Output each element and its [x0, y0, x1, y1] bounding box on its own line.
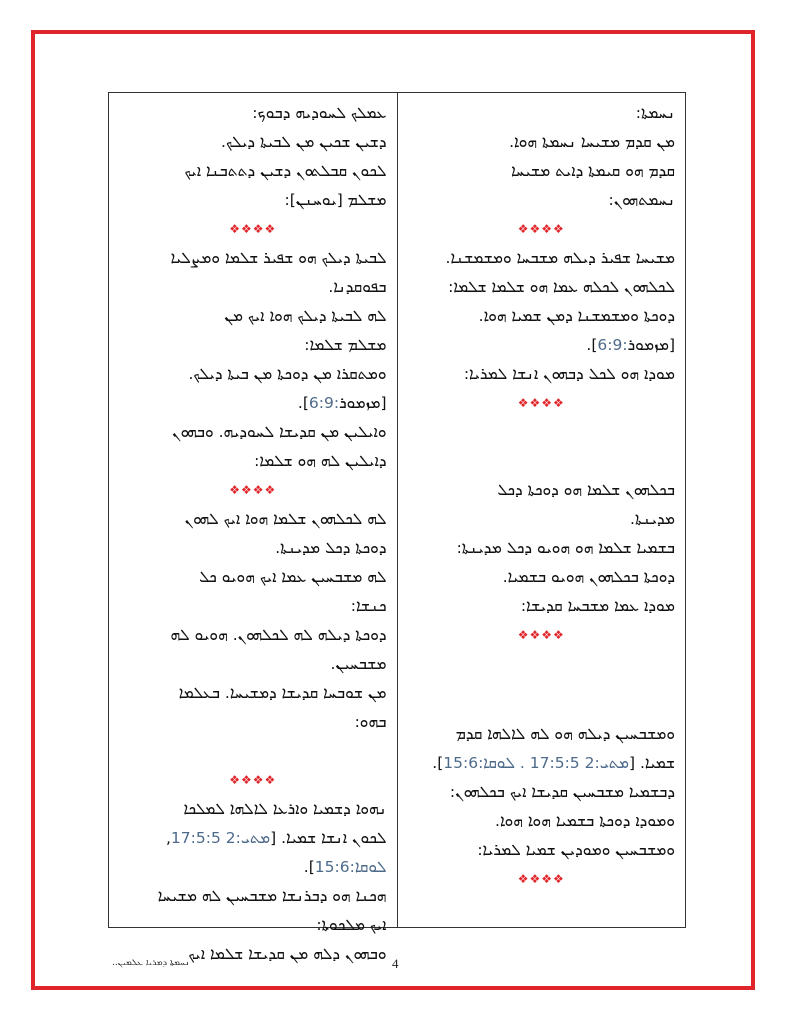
scripture-reference: :6:9	[597, 336, 628, 354]
verse-line: ܢܗܘܐ ܕܫܡܝܐ ܘܐܪܥܐ ܠܐܠܗܐ ܠܡܠܟܐ	[183, 800, 387, 818]
verse-line: ܡܫܝܚܐ ܫܦܝܪ ܕܝܠܗ ܡܫܒܚܐ ܘܡܫܡܫܢܐ.	[445, 249, 675, 267]
stanza-divider: ❖❖❖❖	[229, 222, 277, 236]
verse-line: ܕܘܟܬܐ ܕܟܠ ܡܕܝܢܬܐ.	[275, 539, 387, 557]
verse-line: ܘܡܘܕܐ ܕܘܟܬܐ ܒܫܡܝܐ ܗܘܐ ܗܘܐ.	[495, 812, 675, 830]
verse-line: ܕܘܟܬܐ ܒܟܠܗܘܢ ܗܘܝܘ ܒܫܡܝܐ.	[502, 568, 675, 586]
verse-line: ܠܟܘܢ ܩܒܠܬܘܢ ܕܫܝܢ ܕܬܬܒܢܐ ܐܝܟ	[184, 162, 387, 180]
scripture-reference: ܠܘܩܐ:15:6	[314, 858, 387, 876]
verse-text: ].	[586, 336, 598, 354]
right-column	[398, 93, 686, 927]
stanza-divider: ❖❖❖❖	[517, 628, 565, 642]
scripture-reference: :6:9	[308, 394, 340, 412]
blank-line	[408, 418, 676, 447]
verse-line: ܡܫܠܡ ܫܠܡܐ:	[304, 336, 387, 354]
verse-line: ܘܐܝܠܝܢ ܡܢ ܩܕܝܫܐ ܠܚܘܕܝܗ. ܘܒܗܘܢ	[172, 423, 387, 441]
verse-line: ܩܕܡ ܗܘ ܩܝܡܬܐ ܕܐܝܬ ܡܫܝܚܐ	[511, 162, 675, 180]
verse-line: ܕܫܝܢ ܫܟܝܢ ܡܢ ܠܒܝܬܐ ܕܝܠܟ.	[221, 133, 387, 151]
verse-line-with-reference	[408, 749, 676, 778]
verse-line: ܕܘܟܬܐ ܘܡܫܡܫܢܐ ܕܡܢ ܫܡܝܐ ܗܘܐ.	[478, 307, 675, 325]
verse-text: ].	[303, 858, 315, 876]
blank-line	[408, 447, 676, 476]
verse-line: ܠܗ ܠܟܠܗܘܢ ܫܠܡܐ ܗܘܐ ܐܝܟ ܠܗܘܢ	[184, 510, 387, 528]
page-number: 4	[392, 956, 399, 971]
verse-line: ܟܢܫܐ:	[350, 597, 387, 615]
verse-line: ܒܫܡܝܐ ܫܠܡܐ ܗܘ ܗܘܝܘ ܕܟܠ ܡܕܝܢܬܐ:	[456, 539, 675, 557]
verse-line: ܥܡܠܟ ܠܚܘܕܝܗ ܕܒܘܟ:	[252, 104, 387, 122]
scripture-reference: ܡܬܝ:2 17:5:5 . ܠܘܩܐ:15:6	[443, 754, 629, 772]
verse-text: ,	[165, 829, 171, 847]
verse-line-with-reference	[119, 824, 387, 853]
verse-line: ܒܟܠܗܘܢ ܫܠܡܐ ܗܘ ܕܘܟܬܐ ܕܟܠ	[497, 481, 675, 499]
verse-line: ܒܦܘܩܕܢܐ.	[328, 278, 387, 296]
verse-text: [ܡܙܡܘܪ	[339, 394, 387, 412]
verse-line: ܢܚܡܬܗܘܢ:	[608, 191, 675, 209]
verse-line: ܐܝܟ ܡܠܟܘܬܐ:	[316, 916, 387, 934]
verse-text: ܠܟܘܢ ܐܢܫܐ ܫܡܝܐ. [	[270, 829, 387, 847]
verse-line: ܡܘܕܐ ܥܡܐ ܡܫܒܚܐ ܩܕܝܫܐ:	[520, 597, 675, 615]
verse-line-with-reference	[408, 331, 676, 360]
stanza-divider: ❖❖❖❖	[517, 222, 565, 236]
verse-text: [ܡܙܡܘܪ	[627, 336, 675, 354]
verse-line: ܡܫܠܡ [ܝܘܚܢܢ]:	[284, 191, 387, 209]
verse-line: ܠܟܠܗܘܢ ܠܟܠܗ ܥܡܐ ܗܘ ܫܠܡܐ ܫܠܡܐ:	[448, 278, 675, 296]
blank-space	[408, 708, 676, 720]
verse-line: ܠܒܝܬܐ ܕܝܠܟ ܗܘ ܫܦܝܪ ܫܠܡܐ ܘܡܨܠܝܐ	[170, 249, 387, 267]
verse-line: ܕܐܝܠܝܢ ܠܗ ܗܘ ܫܠܡܐ:	[254, 452, 387, 470]
verse-line: ܘܒܗܘܢ ܕܠܗ ܡܢ ܩܕܝܫܐ ܫܠܡܐ ܐܝܟ	[188, 945, 387, 963]
verse-line: ܘܡܬܩܪܐ ܡܢ ܕܘܟܬܐ ܡܢ ܒܝܬܐ ܕܝܠܟ.	[188, 365, 387, 383]
verse-line: ܘܡܫܒܚܝܢ ܕܝܠܗ ܗܘ ܠܗ ܠܐܠܗܐ ܩܕܡ	[455, 725, 675, 743]
verse-line-with-reference	[119, 853, 387, 882]
verse-line: ܕܒܫܡܝܐ ܡܫܒܚܝܢ ܩܕܝܫܐ ܐܝܟ ܒܟܠܗܘܢ:	[449, 783, 675, 801]
verse-line-with-reference	[119, 389, 387, 418]
blank-line	[408, 650, 676, 679]
verse-line: ܘܡܫܒܚܝܢ ܘܡܘܕܝܢ ܫܡܝܐ ܠܡܪܝܐ:	[477, 841, 675, 859]
verse-text: ].	[297, 394, 309, 412]
verse-line: ܕܘܟܬܐ ܕܝܠܗ ܠܗ ܠܟܠܗܘܢ. ܗܘܝܘ ܠܗ	[170, 626, 387, 644]
verse-line: ܒܗܘ:	[354, 713, 387, 731]
verse-line: ܡܕܝܢܬܐ.	[630, 510, 675, 528]
stanza-divider: ❖❖❖❖	[517, 872, 565, 886]
blank-line	[119, 737, 387, 766]
verse-line: ܢܚܡܬܐ:	[635, 104, 675, 122]
verse-line: ܗܟܢܐ ܗܘ ܕܒܪܢܫܐ ܡܫܒܚܝܢ ܠܗ ܡܫܝܚܐ	[157, 887, 387, 905]
verse-line: ܡܢ ܫܘܒܚܐ ܩܕܝܫܐ ܕܡܫܝܚܐ. ܒܥܠܡܐ	[178, 684, 387, 702]
stanza-divider: ❖❖❖❖	[229, 773, 277, 787]
stanza-divider: ❖❖❖❖	[229, 483, 277, 497]
verse-line: ܠܗ ܠܒܝܬܐ ܕܝܠܟ ܗܘܐ ܐܝܟ ܡܢ	[224, 307, 387, 325]
blank-line	[408, 679, 676, 708]
verse-text: ܫܡܝܐ. [	[628, 754, 675, 772]
stanza-divider: ❖❖❖❖	[517, 396, 565, 410]
verse-text: ].	[432, 754, 444, 772]
verse-line: ܠܗ ܡܫܒܚܝܢ ܥܡܐ ܐܝܟ ܗܘܝܘ ܟܠ	[199, 568, 387, 586]
footer-caption: ܢܚܡܬܐ ܕܡܪܝܐ ܥܠܡܝܢ..	[112, 958, 190, 968]
verse-line: ܡܢ ܩܕܡ ܡܫܝܚܐ ܢܚܡܬܐ ܗܘܐ.	[509, 133, 675, 151]
verse-line: ܡܘܕܐ ܗܘ ܠܟܠ ܕܒܗܘܢ ܐܢܫܐ ܠܡܪܝܐ:	[463, 365, 675, 383]
scripture-reference: ܡܬܝ:2 17:5:5	[170, 829, 271, 847]
verse-line: ܡܫܒܚܝܢ.	[330, 655, 387, 673]
